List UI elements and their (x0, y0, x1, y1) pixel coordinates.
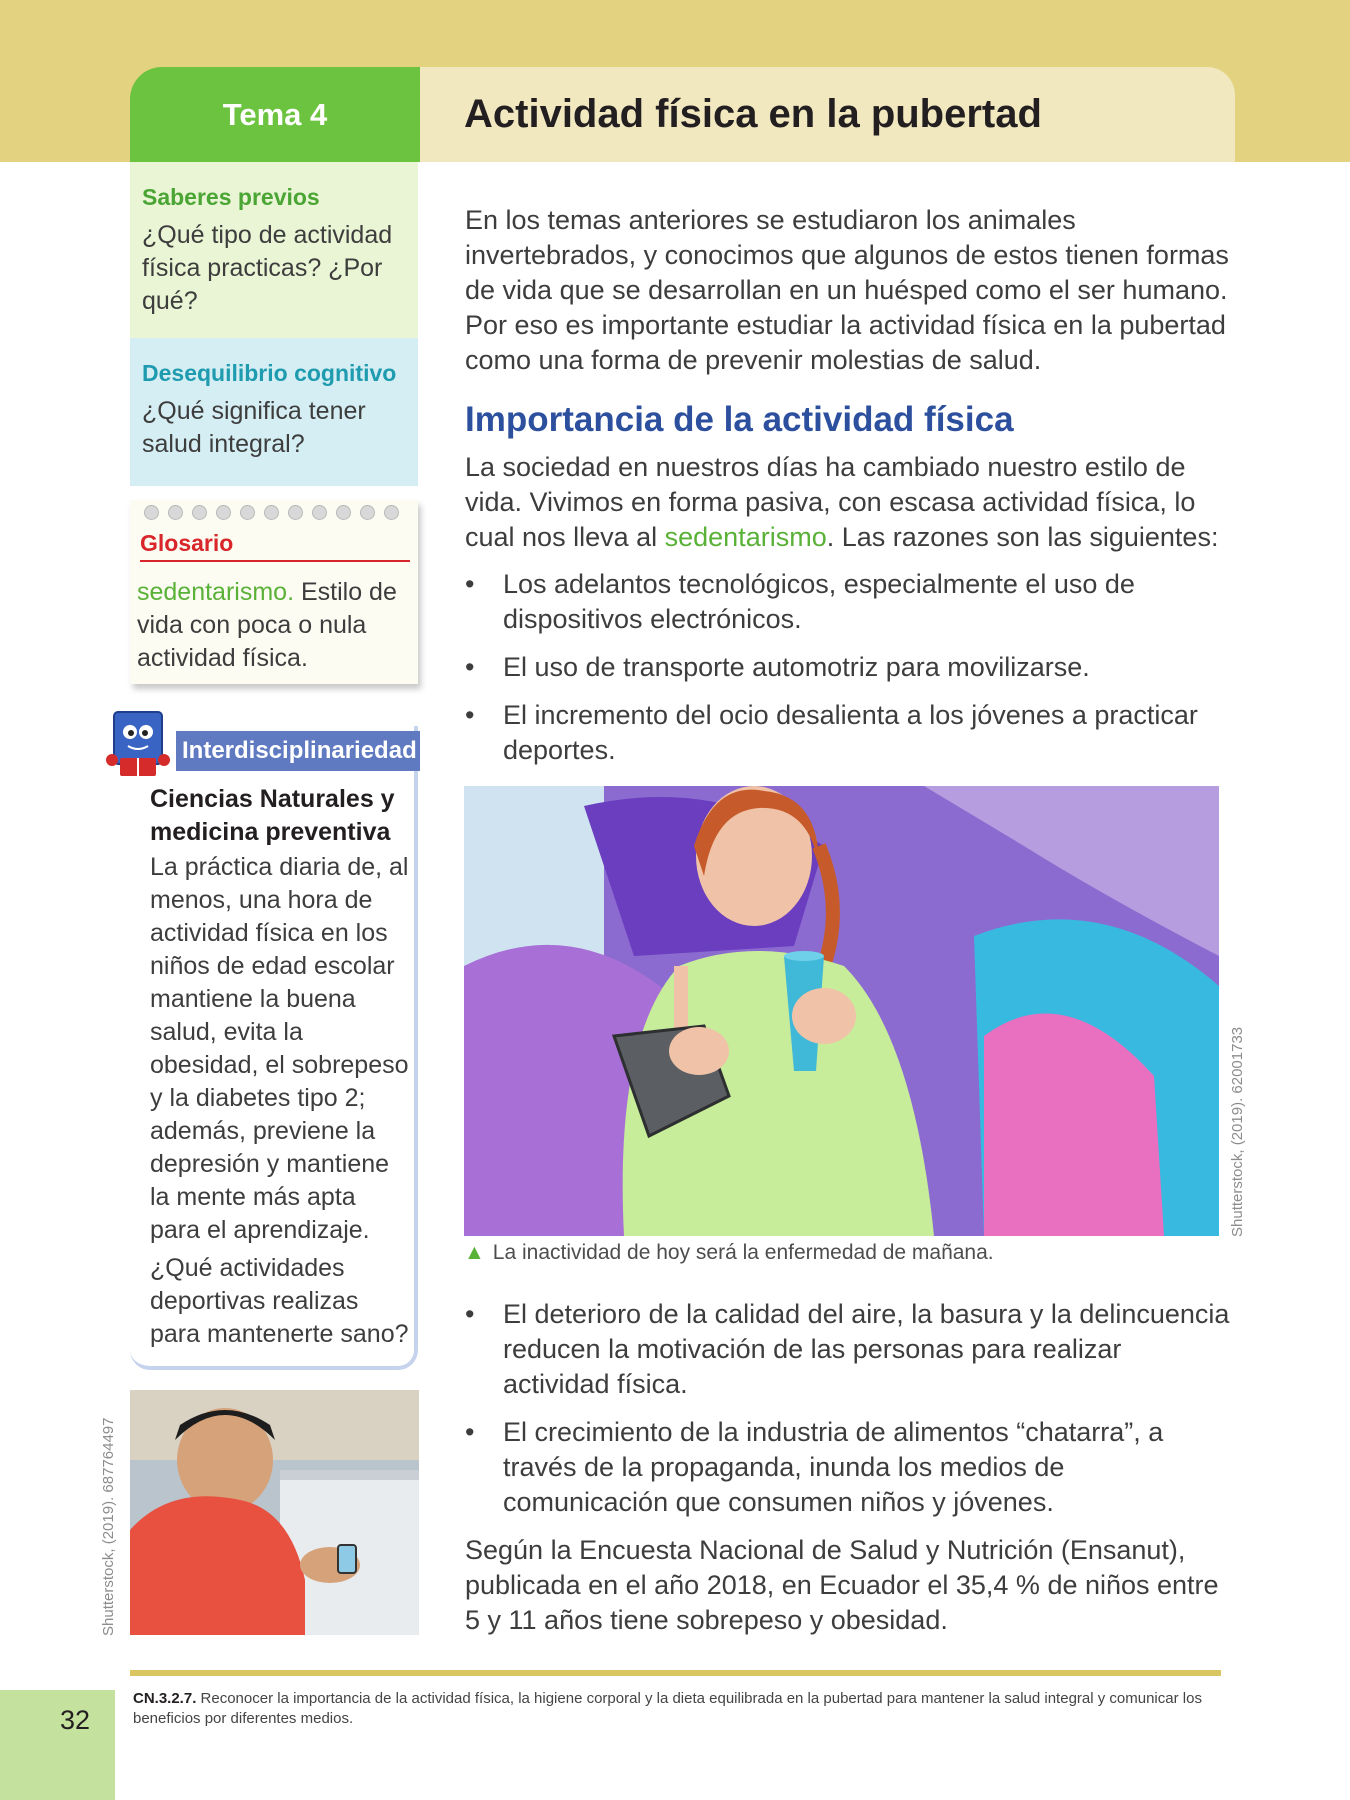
reasons-list-2 (465, 1297, 1235, 1520)
saberes-text: ¿Qué tipo de actividad física practicas? ¿Por qué? (142, 221, 393, 315)
desequilibrio-box (130, 338, 418, 486)
list-item: • El incremento del ocio desalienta a los jóvenes a practicar deportes. (465, 698, 1235, 768)
book-mascot-icon (100, 706, 180, 786)
desequilibrio-heading: Desequilibrio cognitivo (142, 360, 397, 386)
curriculum-note (133, 1689, 1223, 1729)
page-title (420, 67, 1235, 162)
page-number-tab (0, 1690, 115, 1800)
saberes-heading: Saberes previos (142, 184, 320, 210)
photo-credit-girl: Shutterstock, (2019). 62001733 (1229, 1026, 1246, 1237)
girl-with-remote-photo (464, 786, 1219, 1236)
glosario-note (130, 500, 418, 684)
ring-icon (216, 505, 231, 520)
photo-caption-text: La inactividad de hoy será la enfermedad de mañana. (492, 1241, 994, 1264)
ring-icon (168, 505, 183, 520)
ring-icon (144, 505, 159, 520)
triangle-icon: ▲ (464, 1241, 485, 1264)
glosario-heading: Glosario (140, 530, 410, 562)
interdisciplinariedad-text: La práctica diaria de, al menos, una hora de actividad física en los niños de edad escolar mantiene la buena salud, evita la obesidad, el sobrepeso y la diabetes tipo 2; además, previene la depresión y mantiene la mente más apta para el aprendizaje. (150, 853, 409, 1244)
sedentarismo-paragraph-b: . Las razones son las siguientes: (826, 522, 1219, 552)
ring-icon (192, 505, 207, 520)
photo-caption (464, 1241, 1164, 1265)
sedentarismo-term: sedentarismo (664, 522, 827, 552)
section-heading: Importancia de la actividad física (465, 400, 1014, 439)
ring-icon (360, 505, 375, 520)
glosario-definition-text: Estilo de vida con poca o nula actividad física. (137, 578, 397, 672)
page-number: 32 (60, 1705, 91, 1735)
desequilibrio-text: ¿Qué significa tener salud integral? (142, 397, 366, 458)
page-title-text: Actividad física en la pubertad (464, 92, 1042, 136)
ring-icon (312, 505, 327, 520)
sedentarismo-paragraph-a: La sociedad en nuestros días ha cambiado nuestro estilo de vida. Vivimos en forma pasiva, con escasa actividad física, lo cual nos lleva al (465, 452, 1196, 552)
list-item: • El uso de transporte automotriz para movilizarse. (465, 650, 1235, 685)
intro-paragraph: En los temas anteriores se estudiaron los animales invertebrados, y conocimos que algunos de estos tienen formas de vida que se desarrollan en un huésped como el ser humano. Por eso es importante estudiar la actividad física en la pubertad como una forma de prevenir molestias de salud. (465, 205, 1229, 375)
interdisciplinariedad-heading: Interdisciplinariedad (176, 731, 420, 771)
reasons-list-1 (465, 567, 1235, 768)
interdisciplinariedad-question: ¿Qué actividades deportivas realizas para mantenerte sano? (150, 1254, 409, 1348)
ensanut-paragraph: Según la Encuesta Nacional de Salud y Nutrición (Ensanut), publicada en el año 2018, en Ecuador el 35,4 % de niños entre 5 y 11 años tiene sobrepeso y obesidad. (465, 1535, 1219, 1635)
ring-icon (264, 505, 279, 520)
ring-icon (288, 505, 303, 520)
glosario-definition (137, 576, 412, 675)
main-column-continued (465, 1297, 1235, 1638)
list-item: • Los adelantos tecnológicos, especialmente el uso de dispositivos electrónicos. (465, 567, 1235, 637)
ring-icon (384, 505, 399, 520)
tema-label: Tema 4 (130, 67, 420, 162)
footer-divider (130, 1670, 1221, 1676)
saberes-previos-box (130, 162, 418, 338)
list-item: • El deterioro de la calidad del aire, la basura y la delincuencia reducen la motivación de las personas para realizar actividad física. (465, 1297, 1235, 1402)
curriculum-text: Reconocer la importancia de la actividad física, la higiene corporal y la dieta equilibrada en la pubertad para mantener la salud integral y comunicar los beneficios por diferentes medios. (133, 1690, 1202, 1727)
photo-credit-boy: Shutterstock, (2019). 687764497 (100, 1417, 117, 1636)
main-column (465, 203, 1235, 781)
interdisciplinariedad-subheading: Ciencias Naturales y medicina preventiva (150, 785, 395, 846)
sedentarismo-paragraph (465, 450, 1235, 555)
boy-with-phone-photo (130, 1390, 419, 1635)
curriculum-code: CN.3.2.7. (133, 1690, 197, 1707)
ring-icon (240, 505, 255, 520)
glosario-term: sedentarismo. (137, 578, 295, 606)
ring-icon (336, 505, 351, 520)
list-item: • El crecimiento de la industria de alimentos “chatarra”, a través de la propaganda, inunda los medios de comunicación que consumen niños y jóvenes. (465, 1415, 1235, 1520)
